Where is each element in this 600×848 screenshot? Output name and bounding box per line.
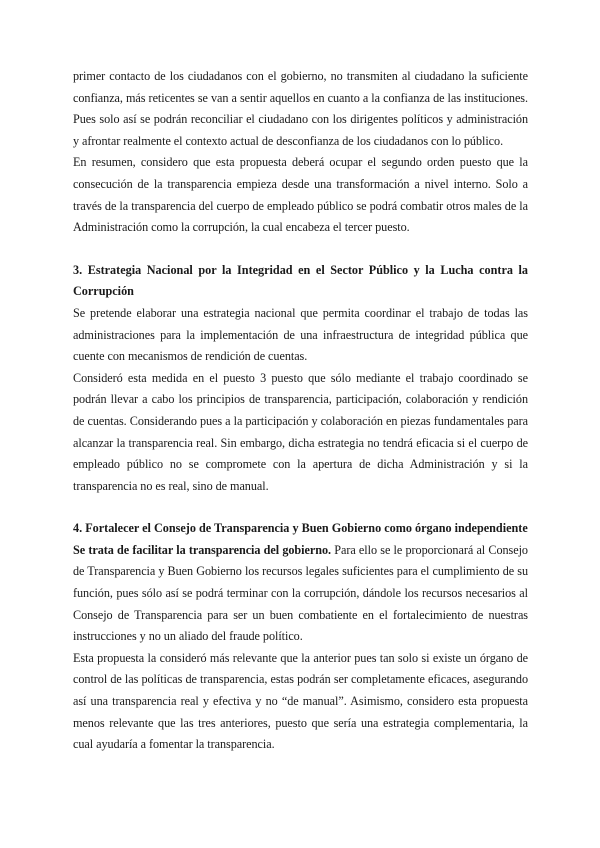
section-3-heading: 3. Estrategia Nacional por la Integridad en el Sector Público y la Lucha contra la Corrupción <box>73 262 528 299</box>
section-4-paragraph-1 <box>73 540 528 648</box>
spacer <box>73 239 528 260</box>
section-4-paragraph-2: Esta propuesta la consideró más relevante que la anterior pues tan solo si existe un órgano de control de las políticas de transparencia, estas podrán ser completamente eficaces, asegurando así una transparencia real y efectiva y no “de manual”. Asimismo, considero esta propuesta menos relevante que las tres anteriores, puesto que sería una estrategia complementaria, la cual ayudaría a fomentar la transparencia. <box>73 650 528 752</box>
intro-paragraph-2: En resumen, considero que esta propuesta deberá ocupar el segundo orden puesto que la consecución de la transparencia empieza desde una transformación a nivel interno. Solo a través de la transparencia del cuerpo de empleado público se podrá combatir otros males de la Administración como la corrupción, la cual encabeza el tercer puesto. <box>73 155 528 235</box>
section-4-lead-rest: Para ello se le proporcionará al Consejo de Transparencia y Buen Gobierno los recursos legales suficientes para el cumplimiento de su función, pues sólo así se podrá terminar con la corrupción, dándole los recursos necesarios al Consejo de Transparencia para ser un buen combatiente en el fortalecimiento de nuestras instrucciones y no un aliado del fraude político. <box>73 542 528 644</box>
section-4-lead-bold: Se trata de facilitar la transparencia del gobierno. <box>73 542 331 557</box>
section-4-heading: 4. Fortalecer el Consejo de Transparencia y Buen Gobierno como órgano independiente <box>73 521 528 536</box>
spacer <box>73 497 528 518</box>
section-3-paragraph-2: Consideró esta medida en el puesto 3 puesto que sólo mediante el trabajo coordinado se podrán llevar a cabo los principios de transparencia, participación, colaboración y rendición de cuentas. Considerando pues a la participación y colaboración en piezas fundamentales para alcanzar la transparencia real. Sin embargo, dicha estrategia no tendrá eficacia si el cuerpo de empleado público no se compromete con la apertura de dicha Administración y si la transparencia no es real, sino de manual. <box>73 370 528 493</box>
section-3-paragraph-1: Se pretende elaborar una estrategia nacional que permita coordinar el trabajo de todas las administraciones para la implementación de una infraestructura de integridad pública que cuente con mecanismos de rendición de cuentas. <box>73 305 528 364</box>
intro-paragraph-1: primer contacto de los ciudadanos con el gobierno, no transmiten al ciudadano la suficiente confianza, más reticentes se van a sentir aquellos en cuanto a la confianza de las instituciones. Pues solo así se podrán reconciliar el ciudadano con los dirigentes políticos y administración y afrontar realmente el contexto actual de desconfianza de los ciudadanos con lo público. <box>73 69 528 148</box>
